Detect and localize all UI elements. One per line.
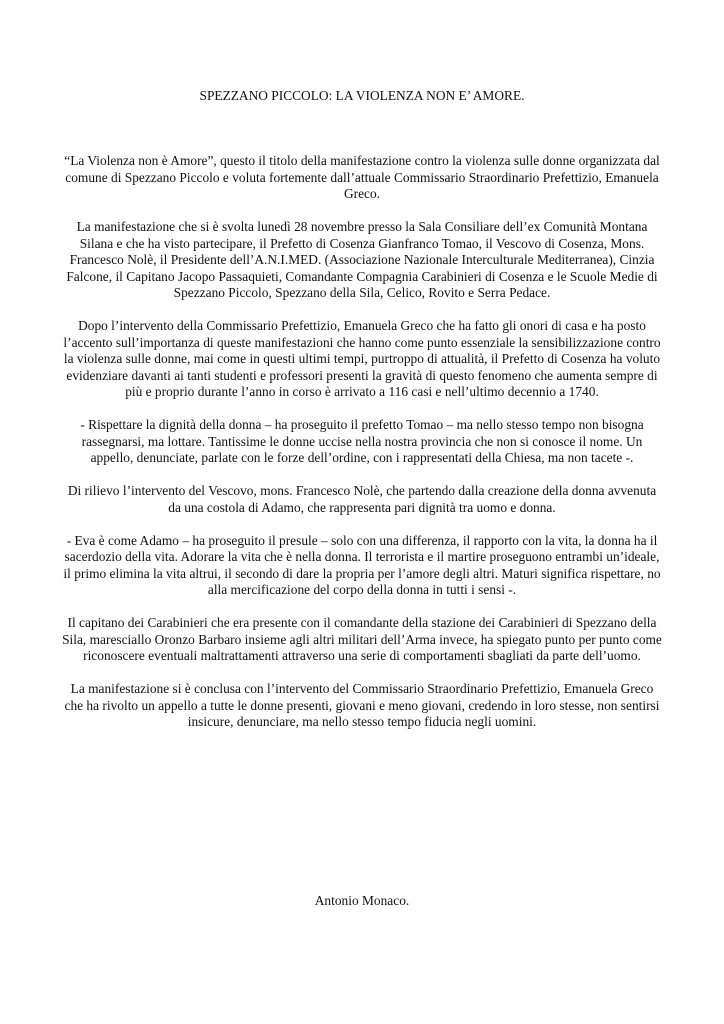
paragraph-carabinieri: Il capitano dei Carabinieri che era presente con il comandante della stazione dei Carabinieri di Spezzano della Sila, maresciallo Oronzo Barbaro insieme agli altri militari dell’Arma invece, ha spiegato punto per punto come riconoscere eventuali maltrattamenti attraverso una serie di comportamenti sbagliati da parte dell’uomo. <box>62 615 662 663</box>
paragraph-bishop-quote: - Eva è come Adamo – ha proseguito il presule – solo con una differenza, il rapporto con la vita, la donna ha il sacerdozio della vita. Adorare la vita che è nella donna. Il terrorista e il martire proseguono entrambi un’ideale, il primo elimina la vita altrui, il secondo di dare la propria per l’amore degli altri. Maturi significa rispettare, no alla mercificazione del corpo della donna in tutti i sensi -. <box>63 532 661 597</box>
document-title: SPEZZANO PICCOLO: LA VIOLENZA NON E’ AMORE. <box>199 88 525 103</box>
paragraph-event: La manifestazione che si è svolta lunedì 28 novembre presso la Sala Consiliare dell’ex Comunità Montana Silana e che ha visto partecipare, il Prefetto di Cosenza Gianfranco Tomao, il Vescovo di Cosenza, Mons. Francesco Nolè, il Presidente dell’A.N.I.MED. (Associazione Nazionale Interculturale Mediterranea), Cinzia Falcone, il Capitano Jacopo Passaquieti, Comandante Compagnia Carabinieri di Cosenza e le Scuole Medie di Spezzano Piccolo, Spezzano della Sila, Celico, Rovito e Serra Pedace. <box>66 219 658 300</box>
paragraph-prefect-quote: - Rispettare la dignità della donna – ha proseguito il prefetto Tomao – ma nello stesso tempo non bisogna rassegnarsi, ma lottare. Tantissime le donne uccise nella nostra provincia che non si conosce il nome. Un appello, denunciate, parlate con le forze dell’ordine, con i rappresentati della Chiesa, ma non tacete -. <box>80 417 644 465</box>
paragraph-conclusion: La manifestazione si è conclusa con l’intervento del Commissario Straordinario Prefettizio, Emanuela Greco che ha rivolto un appello a tutte le donne presenti, giovani e meno giovani, credendo in loro stesse, non sentirsi insicure, denunciare, ma nello stesso tempo fiducia negli uomini. <box>64 681 660 729</box>
document-body <box>62 153 662 747</box>
paragraph-prefect: Dopo l’intervento della Commissario Prefettizio, Emanuela Greco che ha fatto gli onori di casa e ha posto l’accento sull’importanza di queste manifestazioni che hanno come punto essenziale la sensibilizzazione contro la violenza sulle donne, mai come in questi ultimi tempi, purtroppo di attualità, il Prefetto di Cosenza ha voluto evidenziare davanti ai tanti studenti e professori presenti la gravità di questo fenomeno che aumenta sempre di più e proprio durante l’anno in corso è arrivato a 116 casi e nell’ultimo decennio a 1740. <box>63 318 661 399</box>
paragraph-intro: “La Violenza non è Amore”, questo il titolo della manifestazione contro la violenza sulle donne organizzata dal comune di Spezzano Piccolo e voluta fortemente dall’attuale Commissario Straordinario Prefettizio, Emanuela Greco. <box>64 153 660 201</box>
paragraph-bishop: Di rilievo l’intervento del Vescovo, mons. Francesco Nolè, che partendo dalla creazione della donna avvenuta da una costola di Adamo, che rappresenta pari dignità tra uomo e donna. <box>67 483 657 515</box>
author-signature: Antonio Monaco. <box>314 893 410 908</box>
